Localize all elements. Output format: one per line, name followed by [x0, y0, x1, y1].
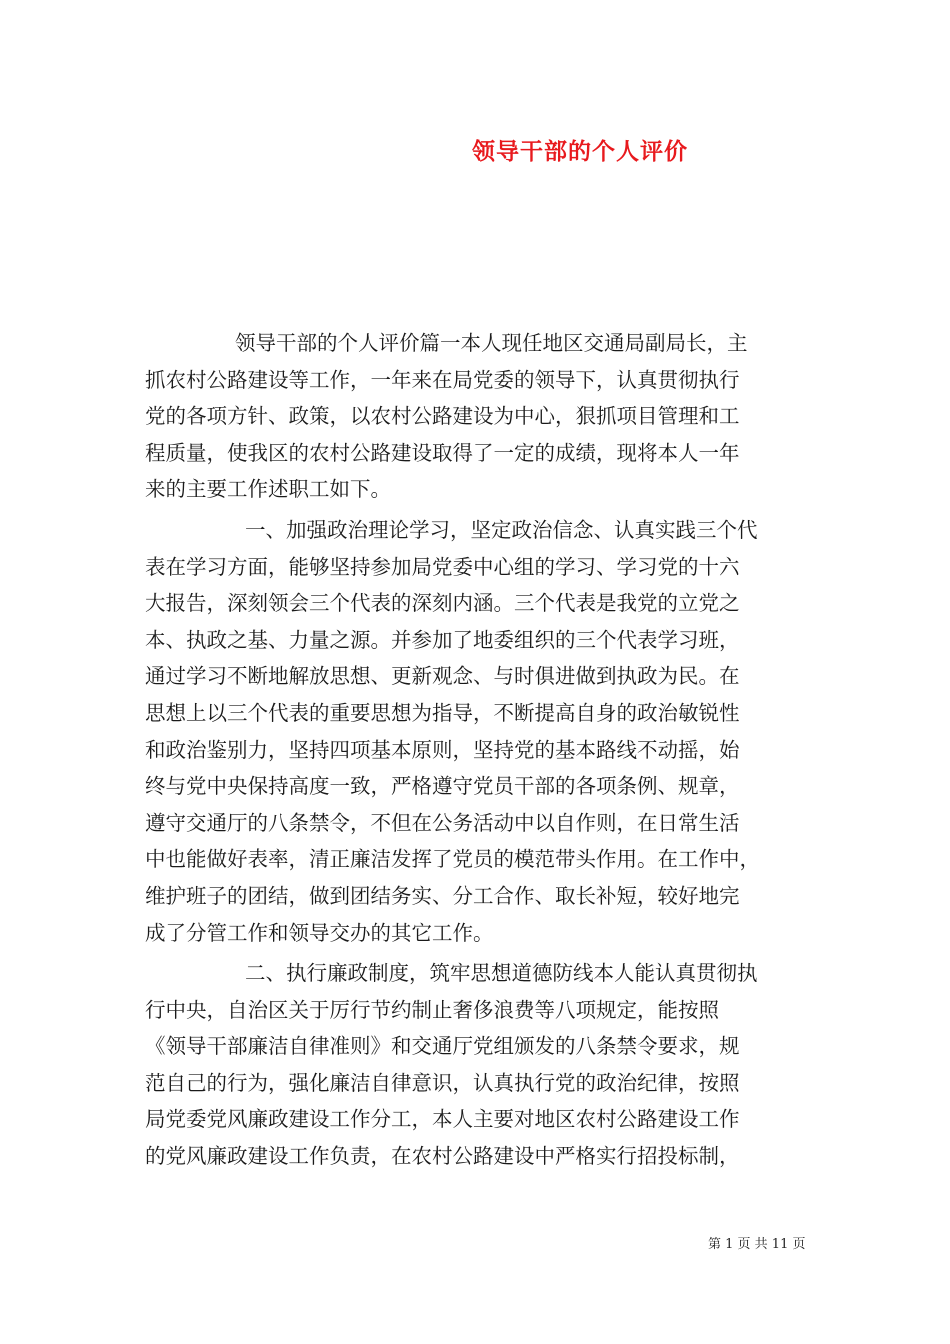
text-line: 中也能做好表率，清正廉洁发挥了党员的模范带头作用。在工作中，	[145, 847, 760, 872]
document-title: 领导干部的个人评价	[472, 138, 688, 165]
text-line: 范自己的行为，强化廉洁自律意识，认真执行党的政治纪律，按照	[145, 1070, 740, 1095]
text-line: 《领导干部廉洁自律准则》和交通厅党组颁发的八条禁令要求，规	[145, 1034, 740, 1059]
text-line: 终与党中央保持高度一致，严格遵守党员干部的各项条例、规章，	[145, 774, 740, 799]
text-line: 遵守交通厅的八条禁令，不但在公务活动中以自作则，在日常生活	[145, 810, 740, 835]
text-line: 来的主要工作述职工如下。	[145, 477, 391, 502]
text-line: 通过学习不断地解放思想、更新观念、与时俱进做到执政为民。在	[145, 664, 740, 689]
text-line: 和政治鉴别力，坚持四项基本原则，坚持党的基本路线不动摇，始	[145, 737, 740, 762]
text-line: 大报告，深刻领会三个代表的深刻内涵。三个代表是我党的立党之	[145, 591, 740, 616]
page-number-footer: 第 1 页 共 11 页	[708, 1237, 806, 1252]
text-line: 表在学习方面，能够坚持参加局党委中心组的学习、学习党的十六	[145, 554, 740, 579]
text-line: 程质量，使我区的农村公路建设取得了一定的成绩，现将本人一年	[145, 440, 740, 465]
text-line: 的党风廉政建设工作负责，在农村公路建设中严格实行招投标制，	[145, 1144, 740, 1169]
text-line: 维护班子的团结，做到团结务实、分工合作、取长补短，较好地完	[145, 883, 740, 908]
text-line: 抓农村公路建设等工作，一年来在局党委的领导下，认真贯彻执行	[145, 367, 740, 392]
text-line: 思想上以三个代表的重要思想为指导，不断提高自身的政治敏锐性	[145, 700, 740, 725]
paragraph	[145, 512, 810, 951]
paragraph	[145, 325, 810, 508]
document-body	[145, 325, 810, 1175]
text-line: 局党委党风廉政建设工作分工，本人主要对地区农村公路建设工作	[145, 1107, 740, 1132]
text-line: 一、加强政治理论学习，坚定政治信念、认真实践三个代	[245, 517, 758, 542]
text-line: 领导干部的个人评价篇一本人现任地区交通局副局长，主	[235, 331, 748, 355]
text-line: 二、执行廉政制度，筑牢思想道德防线本人能认真贯彻执	[245, 961, 758, 986]
text-line: 行中央，自治区关于厉行节约制止奢侈浪费等八项规定，能按照	[145, 997, 719, 1022]
paragraph	[145, 955, 810, 1175]
text-line: 本、执政之基、力量之源。并参加了地委组织的三个代表学习班，	[145, 627, 740, 652]
text-line: 成了分管工作和领导交办的其它工作。	[145, 920, 494, 945]
text-line: 党的各项方针、政策，以农村公路建设为中心，狠抓项目管理和工	[145, 404, 740, 429]
